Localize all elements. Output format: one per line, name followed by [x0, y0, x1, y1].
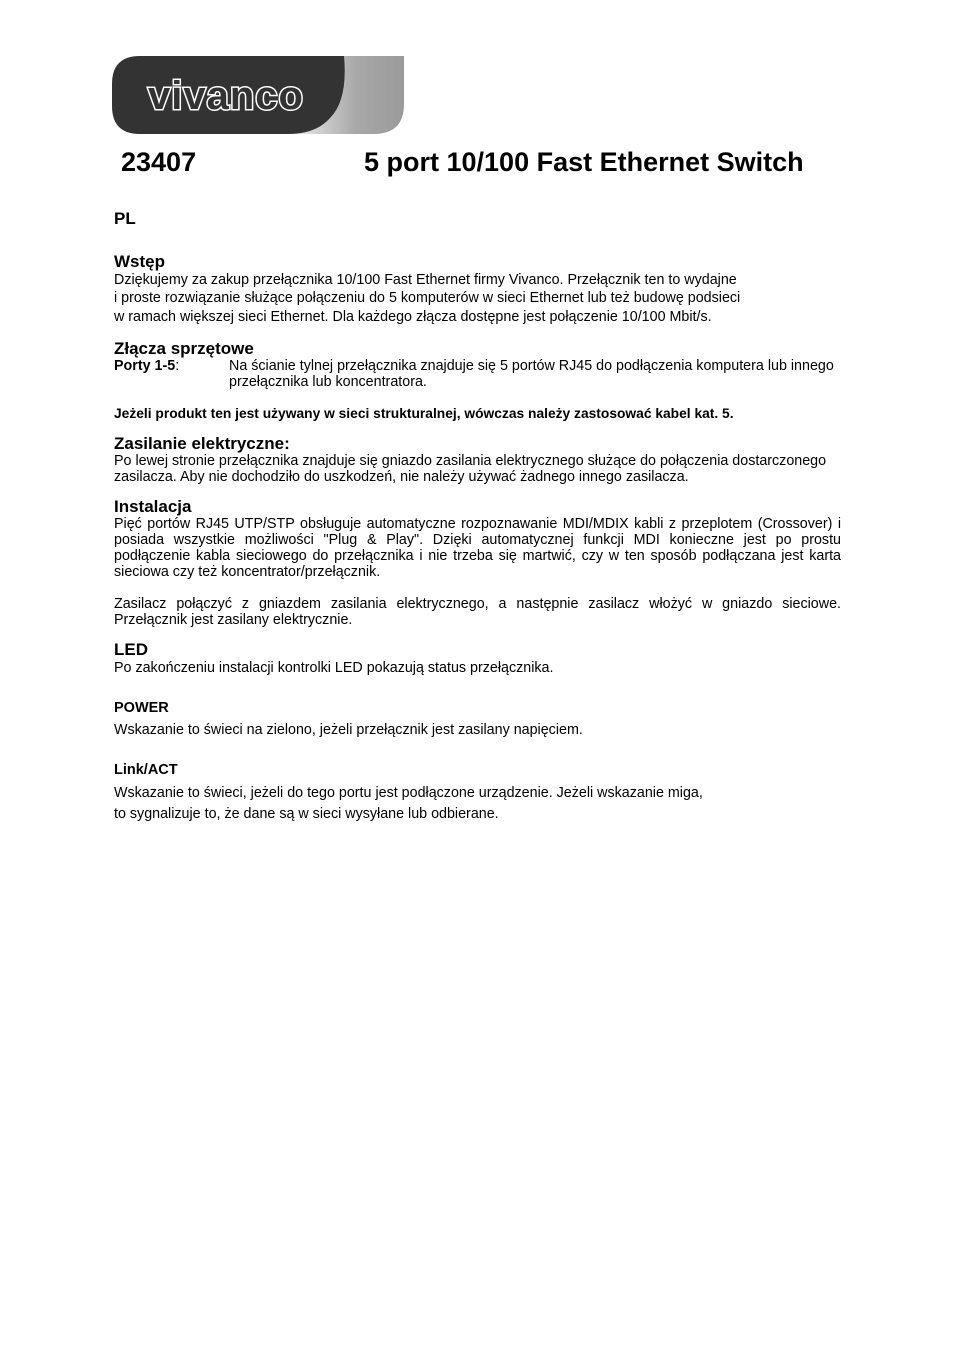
manual-content [114, 209, 841, 825]
ports-label: Porty 1-5 [114, 357, 176, 374]
installation-heading: Instalacja [114, 496, 192, 516]
vivanco-logo-mark [112, 56, 404, 134]
logo-text: vivanco [148, 74, 304, 118]
language-code: PL [114, 209, 136, 228]
intro-line-2: i proste rozwiązanie służące połączeniu do 5 komputerów w sieci Ethernet lub też budowę podsieci [114, 290, 741, 307]
led-text: Po zakończeniu instalacji kontrolki LED pokazują status przełącznika. [114, 659, 554, 676]
installation-paragraph-1: Pięć portów RJ45 UTP/STP obsługuje automatyczne rozpoznawanie MDI/MDIX kabli z przeplotem (Crossover) i posiada wszystkie możliwości "Plug & Play". Dzięki automatycznej funkcji MDI konieczne jest po prostu podłączenie kabla sieciowego do przełącznika i nie trzeba się martwić, czy w ten sposób podłączana jest karta sieciowa czy też koncentrator/przełącznik. [114, 515, 841, 580]
power-led-text: Wskazanie to świeci na zielono, jeżeli przełącznik jest zasilany napięciem. [114, 722, 583, 739]
vivanco-logo [112, 56, 404, 134]
ports-description: Na ścianie tylnej przełącznika znajduje się 5 portów RJ45 do podłączenia komputera lub innego przełącznika lub koncentratora. [229, 357, 834, 390]
ports-row [114, 358, 841, 390]
intro-heading: Wstęp [114, 252, 165, 271]
link-led-line-2: to sygnalizuje to, że dane są w sieci wysyłane lub odbierane. [114, 806, 499, 823]
link-led-line-1: Wskazanie to świeci, jeżeli do tego portu jest podłączone urządzenie. Jeżeli wskazanie miga, [114, 785, 703, 802]
hardware-heading: Złącza sprzętowe [114, 338, 254, 358]
ports-colon: : [175, 357, 180, 374]
power-supply-text: Po lewej stronie przełącznika znajduje się gniazdo zasilania elektrycznego służące do połączenia dostarczonego zasilacza. Aby nie dochodziło do uszkodzeń, nie należy używać żadnego innego zasilacza. [114, 452, 827, 485]
power-supply-heading: Zasilanie elektryczne: [114, 433, 290, 453]
cable-note: Jeżeli produkt ten jest używany w sieci strukturalnej, wówczas należy zastosować kabel kat. 5. [114, 405, 734, 421]
power-led-heading: POWER [114, 700, 169, 717]
intro-line-1: Dziękujemy za zakup przełącznika 10/100 Fast Ethernet firmy Vivanco. Przełącznik ten to wydajne [114, 272, 737, 288]
link-led-heading: Link/ACT [114, 762, 178, 779]
intro-line-3: w ramach większej sieci Ethernet. Dla każdego złącza dostępne jest połączenie 10/100 Mbit/s. [114, 308, 712, 325]
product-code: 23407 [121, 147, 197, 177]
led-heading: LED [114, 639, 148, 659]
installation-paragraph-2: Zasilacz połączyć z gniazdem zasilania elektrycznego, a następnie zasilacz włożyć w gniazdo sieciowe. Przełącznik jest zasilany elektrycznie. [114, 595, 841, 628]
product-title: 5 port 10/100 Fast Ethernet Switch [364, 147, 804, 177]
ports-label-cell [114, 358, 229, 390]
